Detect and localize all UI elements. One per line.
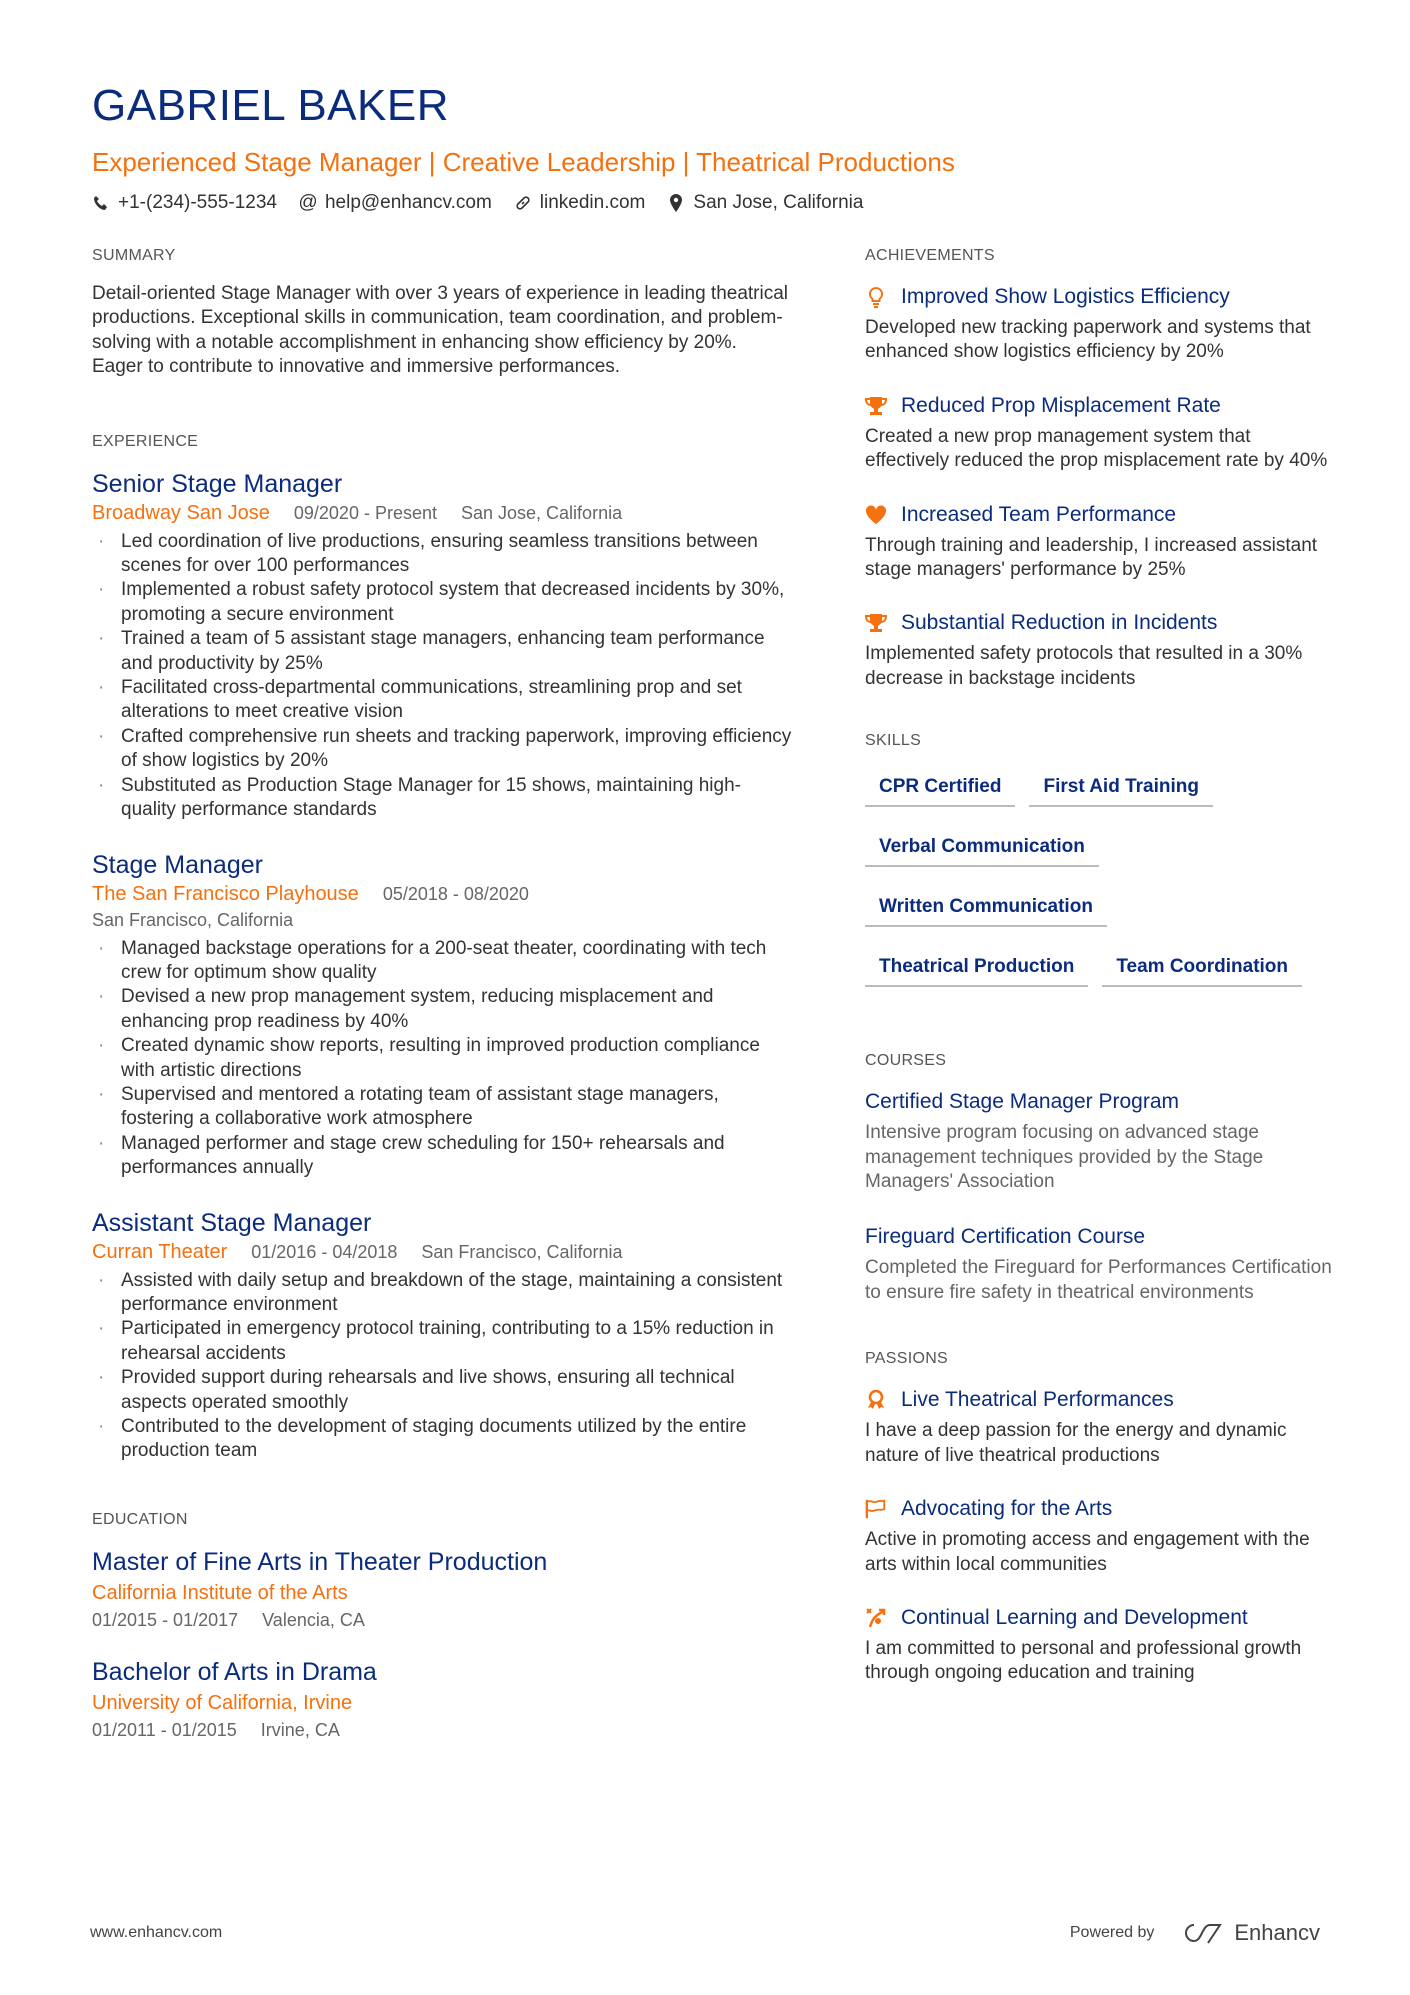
job-location-line bbox=[92, 907, 792, 933]
job-title: Senior Stage Manager bbox=[92, 469, 343, 498]
item-text: Implemented safety protocols that resulted in a 30% decrease in backstage incidents bbox=[865, 643, 1303, 689]
degree: Master of Fine Arts in Theater Production bbox=[92, 1547, 548, 1576]
experience-section bbox=[92, 432, 792, 1464]
bullet-item: · Crafted comprehensive run sheets and tracking paperwork, improving efficiency of show logistics by 20% bbox=[92, 725, 792, 774]
item-text: Through training and leadership, I increased assistant stage managers' performance by 25% bbox=[865, 534, 1318, 581]
skill-tag: Theatrical Production bbox=[865, 947, 1088, 987]
heart-icon bbox=[865, 504, 887, 526]
bullet-item: · Supervised and mentored a rotating team of assistant stage managers, fostering a collaborative work atmosphere bbox=[92, 1083, 792, 1132]
course-text: Intensive program focusing on advanced stage management techniques provided by the Stage Managers' Association bbox=[865, 1122, 1264, 1193]
location: Valencia, CA bbox=[262, 1609, 365, 1630]
achievements-item bbox=[865, 282, 1335, 365]
dates: 09/2020 - Present bbox=[293, 502, 437, 523]
summary-text: Detail-oriented Stage Manager with over 3 years of experience in leading theatrical productions. Exceptional skills in communication, team coordination, and problem-solving with a notable accomplishment in enhancing show efficiency by 20%. Eager to contribute to innovative and immersive performances. bbox=[92, 283, 789, 378]
medal-icon bbox=[865, 1389, 887, 1411]
item-title: Continual Learning and Development bbox=[901, 1605, 1248, 1629]
job-entry bbox=[92, 468, 792, 823]
bullet-item: · Led coordination of live productions, ensuring seamless transitions between scenes for over 100 performances bbox=[92, 530, 792, 579]
education-meta bbox=[92, 1718, 792, 1742]
candidate-name: GABRIEL BAKER bbox=[92, 81, 449, 130]
achievements-section bbox=[865, 246, 1335, 691]
headline: Experienced Stage Manager | Creative Leadership | Theatrical Productions bbox=[92, 147, 955, 177]
item-title: Live Theatrical Performances bbox=[901, 1388, 1174, 1412]
degree: Bachelor of Arts in Drama bbox=[92, 1657, 377, 1686]
passions-section bbox=[865, 1349, 1335, 1685]
school: University of California, Irvine bbox=[92, 1691, 353, 1714]
job-meta bbox=[92, 1239, 792, 1265]
strategy-icon bbox=[865, 1607, 887, 1629]
course-title: Fireguard Certification Course bbox=[865, 1225, 1146, 1249]
skill-tag: Verbal Communication bbox=[865, 827, 1099, 867]
company: Broadway San Jose bbox=[92, 501, 270, 524]
enhancv-logo bbox=[1180, 1920, 1320, 1946]
achievements-item bbox=[865, 391, 1335, 474]
bullet-item: · Devised a new prop management system, reducing misplacement and enhancing prop readiness by 40% bbox=[92, 985, 792, 1034]
brand-name: Enhancv bbox=[1234, 1920, 1320, 1945]
at-icon: @ bbox=[298, 192, 318, 213]
trophy-icon bbox=[865, 395, 887, 417]
item-title-row bbox=[865, 1385, 1335, 1415]
education-entry bbox=[92, 1656, 792, 1742]
skills-section bbox=[865, 731, 1335, 1007]
item-text: I have a deep passion for the energy and dynamic nature of live theatrical productions bbox=[865, 1420, 1287, 1466]
school: California Institute of the Arts bbox=[92, 1581, 348, 1604]
email[interactable]: help@enhancv.com bbox=[324, 192, 492, 213]
passions-item bbox=[865, 1385, 1335, 1468]
bullet-item: · Assisted with daily setup and breakdown of the stage, maintaining a consistent performance environment bbox=[92, 1269, 792, 1318]
bullet-item: · Participated in emergency protocol training, contributing to a 15% reduction in rehearsal accidents bbox=[92, 1317, 792, 1366]
item-text: Active in promoting access and engagement with the arts within local communities bbox=[865, 1529, 1310, 1575]
achievements-item bbox=[865, 500, 1335, 583]
company: The San Francisco Playhouse bbox=[92, 882, 359, 905]
course-item bbox=[865, 1222, 1335, 1305]
location: San Francisco, California bbox=[421, 1241, 623, 1262]
section-label: COURSES bbox=[865, 1052, 947, 1070]
section-label: EXPERIENCE bbox=[92, 432, 199, 450]
skill-tag: Team Coordination bbox=[1102, 947, 1302, 987]
bullet-item: · Created dynamic show reports, resulting in improved production compliance with artistic directions bbox=[92, 1034, 792, 1083]
job-title: Stage Manager bbox=[92, 850, 263, 879]
contact-info bbox=[92, 190, 955, 216]
passions-item bbox=[865, 1603, 1335, 1686]
item-title: Improved Show Logistics Efficiency bbox=[901, 285, 1230, 308]
job-title: Assistant Stage Manager bbox=[92, 1208, 372, 1237]
bullet-item: · Managed backstage operations for a 200-seat theater, coordinating with tech crew for optimum show quality bbox=[92, 937, 792, 986]
link-icon bbox=[514, 194, 532, 212]
dates: 05/2018 - 08/2020 bbox=[382, 883, 529, 904]
bullet-item: · Facilitated cross-departmental communications, streamlining prop and set alterations to meet creative vision bbox=[92, 676, 792, 725]
section-label: SKILLS bbox=[865, 732, 922, 750]
section-label: SUMMARY bbox=[92, 247, 176, 264]
bullet-item: · Contributed to the development of staging documents utilized by the entire production team bbox=[92, 1415, 792, 1464]
item-title-row bbox=[865, 1494, 1335, 1524]
item-title-row bbox=[865, 282, 1335, 312]
bullet-list bbox=[92, 530, 792, 823]
bullet-item: · Trained a team of 5 assistant stage managers, enhancing team performance and productivity by 25% bbox=[92, 627, 792, 676]
location: Irvine, CA bbox=[260, 1719, 340, 1740]
right-column bbox=[865, 246, 1335, 1738]
passions-item bbox=[865, 1494, 1335, 1577]
footer bbox=[90, 1920, 1320, 1946]
location-pin-icon bbox=[667, 194, 685, 212]
location: San Francisco, California bbox=[92, 909, 294, 930]
bullet-item: · Implemented a robust safety protocol system that decreased incidents by 30%, promoting a secure environment bbox=[92, 578, 792, 627]
item-text: Created a new prop management system that effectively reduced the prop misplacement rate by 40% bbox=[865, 425, 1328, 472]
job-entry bbox=[92, 849, 792, 1181]
dates: 01/2015 - 01/2017 bbox=[92, 1609, 239, 1630]
job-meta bbox=[92, 881, 792, 907]
achievements-item bbox=[865, 608, 1335, 691]
flag-icon bbox=[865, 1498, 887, 1520]
courses-section bbox=[865, 1051, 1335, 1305]
location: San Jose, California bbox=[461, 502, 623, 523]
bullet-list bbox=[92, 937, 792, 1181]
dates: 01/2011 - 01/2015 bbox=[92, 1719, 237, 1740]
section-label: PASSIONS bbox=[865, 1350, 949, 1368]
phone-icon bbox=[92, 194, 110, 212]
trophy-icon bbox=[865, 612, 887, 634]
item-title: Reduced Prop Misplacement Rate bbox=[901, 393, 1221, 417]
course-item bbox=[865, 1087, 1335, 1194]
course-title: Certified Stage Manager Program bbox=[865, 1090, 1179, 1114]
education-meta bbox=[92, 1608, 792, 1632]
job-entry bbox=[92, 1207, 792, 1464]
bullet-list bbox=[92, 1269, 792, 1464]
skill-tag: Written Communication bbox=[865, 887, 1107, 927]
linkedin[interactable]: linkedin.com bbox=[539, 192, 646, 213]
footer-website[interactable]: www.enhancv.com bbox=[90, 1924, 223, 1941]
section-label: ACHIEVEMENTS bbox=[865, 247, 995, 264]
item-text: I am committed to personal and professional growth through ongoing education and training bbox=[865, 1637, 1302, 1684]
item-title-row bbox=[865, 500, 1335, 530]
skill-tag: First Aid Training bbox=[1029, 767, 1213, 807]
item-title: Advocating for the Arts bbox=[901, 1497, 1113, 1521]
summary-section bbox=[92, 246, 792, 380]
phone: +1-(234)-555-1234 bbox=[118, 192, 277, 213]
education-entry bbox=[92, 1546, 792, 1632]
bullet-item: · Substituted as Production Stage Manager for 15 shows, maintaining high-quality performance standards bbox=[92, 774, 792, 823]
education-section bbox=[92, 1510, 792, 1742]
location: San Jose, California bbox=[693, 192, 864, 213]
item-title-row bbox=[865, 608, 1335, 638]
dates: 01/2016 - 04/2018 bbox=[251, 1241, 398, 1262]
section-label: EDUCATION bbox=[92, 1510, 188, 1528]
item-title: Substantial Reduction in Incidents bbox=[901, 611, 1218, 635]
course-text: Completed the Fireguard for Performances Certification to ensure fire safety in theatrical environments bbox=[865, 1257, 1332, 1303]
left-column bbox=[92, 246, 792, 1794]
company: Curran Theater bbox=[92, 1240, 228, 1263]
bullet-item: · Provided support during rehearsals and live shows, ensuring all technical aspects operated smoothly bbox=[92, 1366, 792, 1415]
item-title: Increased Team Performance bbox=[901, 502, 1177, 526]
skill-tag: CPR Certified bbox=[865, 767, 1015, 807]
resume-header bbox=[92, 80, 955, 216]
job-meta bbox=[92, 500, 792, 526]
lightbulb-icon bbox=[865, 286, 887, 308]
item-title-row bbox=[865, 1603, 1335, 1633]
item-text: Developed new tracking paperwork and systems that enhanced show logistics efficiency by 20% bbox=[865, 317, 1311, 363]
powered-by: Powered by bbox=[1069, 1924, 1155, 1941]
item-title-row bbox=[865, 391, 1335, 421]
bullet-item: · Managed performer and stage crew scheduling for 150+ rehearsals and performances annually bbox=[92, 1132, 792, 1181]
